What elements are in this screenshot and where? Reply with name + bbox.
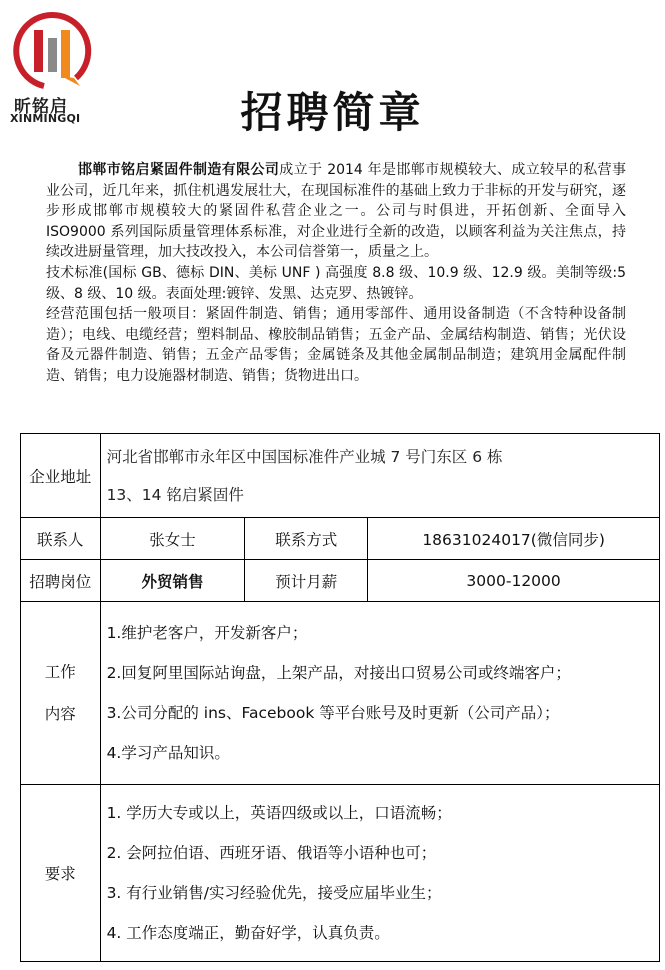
requirements-row [21, 785, 660, 962]
logo-name-en: XINMINGQI [10, 112, 81, 125]
company-intro [46, 160, 626, 387]
address-line-1: 河北省邯郸市永年区中国国标准件产业城 7 号门东区 6 栋 [106, 447, 503, 466]
position-value: 外贸销售 [100, 560, 245, 602]
recruitment-table [20, 433, 660, 962]
work-item: 2.回复阿里国际站询盘，上架产品，对接出口贸易公司或终端客户； [106, 664, 571, 682]
phone-value: 18631024017(微信同步) [368, 518, 660, 560]
address-row [21, 434, 660, 518]
work-content-label [21, 602, 101, 785]
salary-label: 预计月薪 [245, 560, 368, 602]
requirement-item: 1. 学历大专或以上，英语四级或以上，口语流畅； [106, 804, 452, 822]
position-label: 招聘岗位 [21, 560, 101, 602]
tech-standard: 技术标准(国标 GB、德标 DIN、美标 UNF ) 高强度 8.8 级、10.9 级、12.9 级。美制等级:5 级、8 级、10 级。表面处理:镀锌、发黑、达克罗、热镀锌。 [46, 264, 626, 302]
contact-label: 联系人 [21, 518, 101, 560]
address-label: 企业地址 [21, 434, 101, 518]
work-content-row [21, 602, 660, 785]
requirement-item: 3. 有行业销售/实习经验优先，接受应届毕业生； [106, 884, 442, 902]
requirements-label: 要求 [21, 785, 101, 962]
intro-paragraph [46, 160, 626, 263]
company-name: 邯郸市铭启紧固件制造有限公司 [78, 162, 280, 178]
work-label-line-2: 内容 [44, 705, 76, 723]
work-item: 3.公司分配的 ins、Facebook 等平台账号及时更新（公司产品）； [106, 704, 560, 722]
work-label-line-1: 工作 [44, 663, 76, 681]
requirement-item: 4. 工作态度端正，勤奋好学，认真负责。 [106, 924, 390, 942]
work-item: 4.学习产品知识。 [106, 744, 230, 762]
work-content-list [100, 602, 659, 785]
logo-name-cn: 昕铭启 [14, 97, 68, 117]
salary-value: 3000-12000 [368, 560, 660, 602]
business-scope: 经营范围包括一般项目：紧固件制造、销售；通用零部件、通用设备制造（不含特种设备制造）；电线、电缆经营；塑料制品、橡胶制品销售；五金产品、金属结构制造、销售；光伏设备及元器件制造、销售；五金产品零售；金属链条及其他金属制品制造；建筑用金属配件制造、销售；电力设施器材制造、销售；货物进出口。 [46, 306, 626, 384]
contact-value: 张女士 [100, 518, 245, 560]
page-title: 招聘简章 [240, 88, 425, 137]
requirements-list [100, 785, 659, 962]
contact-row [21, 518, 660, 560]
company-description: 成立于 2014 年是邯郸市规模较大、成立较早的私营事业公司，近几年来，抓住机遇发展壮大，在现国标准件的基础上致力于非标的开发与研究，逐步形成邯郸市规模较大的紧固件私营企业之一。公司与时俱进，开拓创新、全面导入 ISO9000 系列国际质量管理体系标准，对企业进行全新的改造，以顾客利益为关注焦点，持续改进厨量管理，加大技改投入，本公司信誉第一，质量之上。 [46, 162, 627, 261]
phone-label: 联系方式 [245, 518, 368, 560]
address-line-2: 13、14 铭启紧固件 [106, 485, 244, 504]
work-item: 1.维护老客户，开发新客户； [106, 624, 308, 642]
position-row [21, 560, 660, 602]
address-value [100, 434, 659, 518]
requirement-item: 2. 会阿拉伯语、西班牙语、俄语等小语种也可； [106, 844, 437, 862]
